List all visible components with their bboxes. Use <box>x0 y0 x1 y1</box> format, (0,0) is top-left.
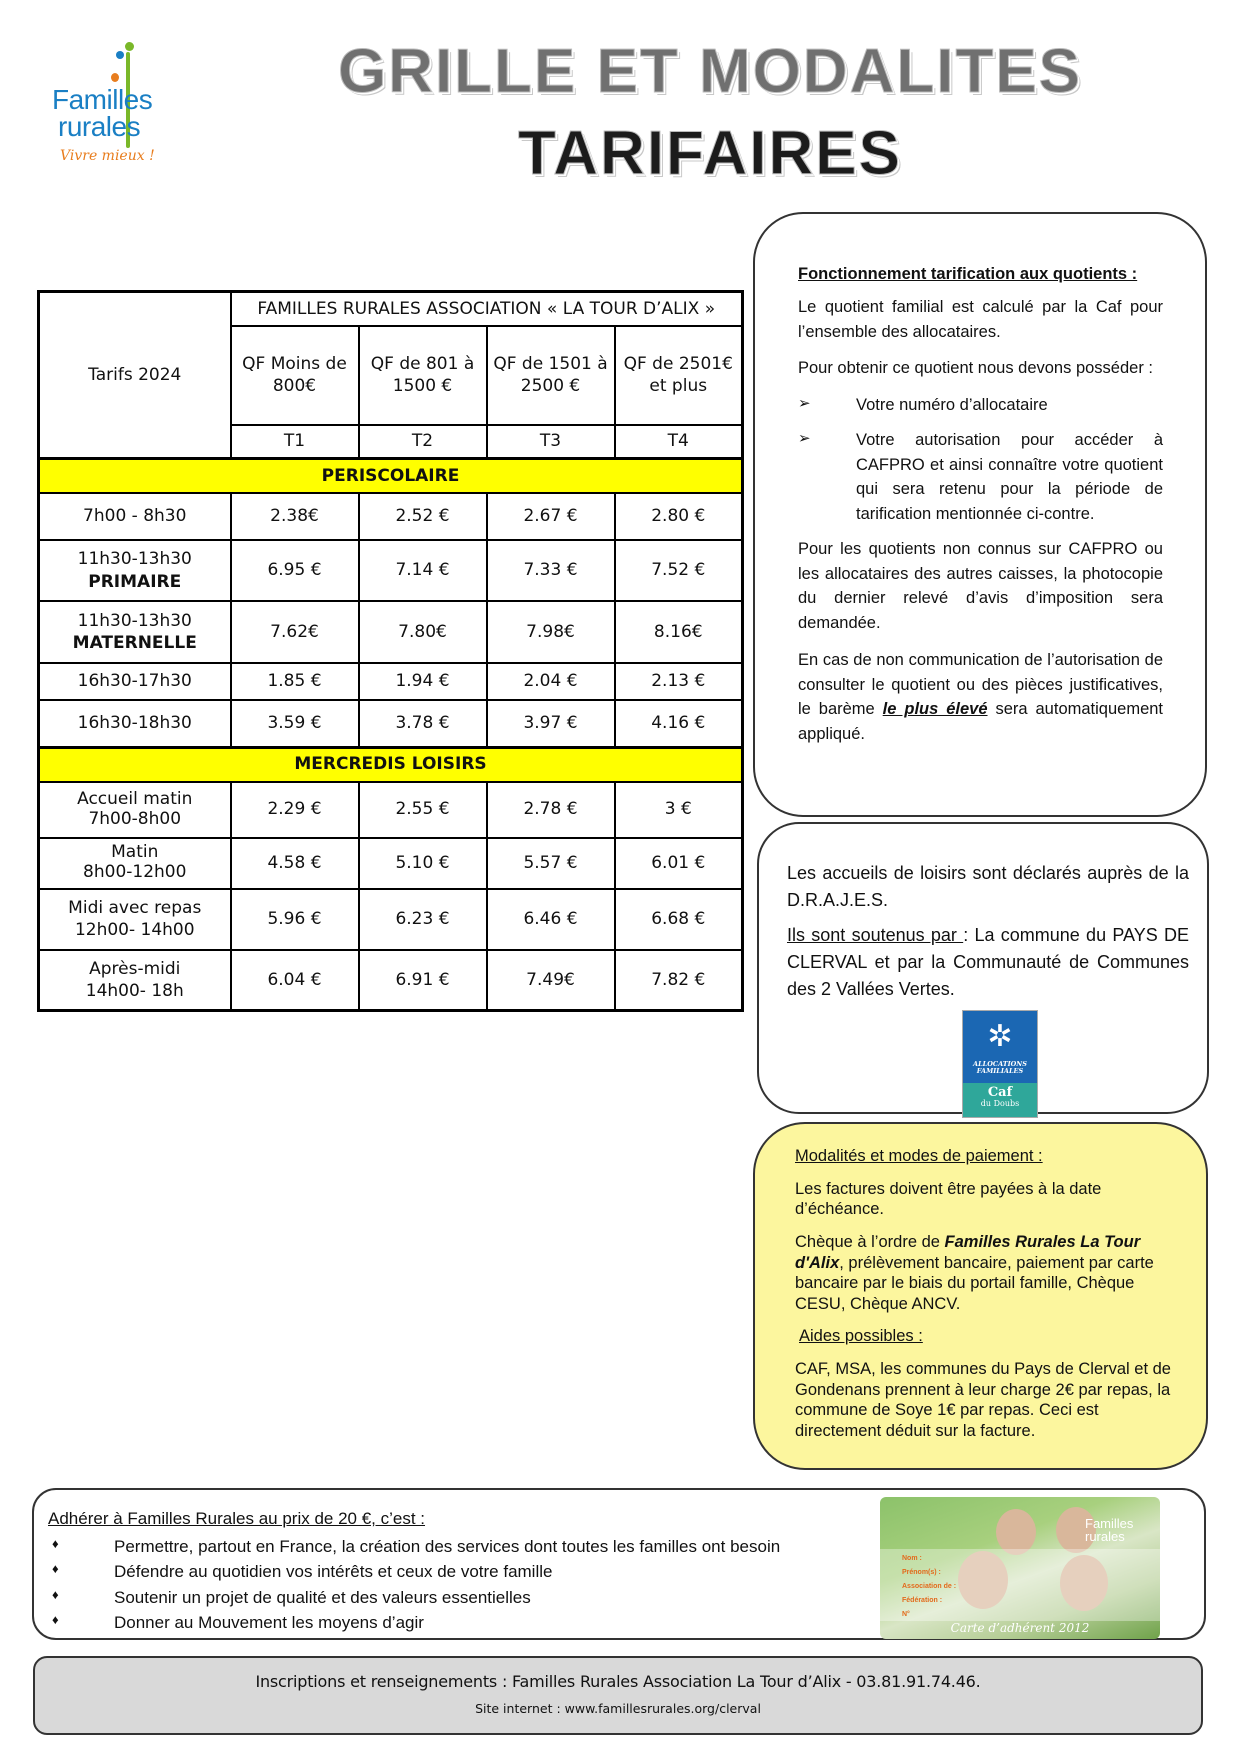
logo-figure-blue-icon <box>116 51 124 59</box>
tier-header-t1: T1 <box>231 425 359 459</box>
price-cell: 2.38€ <box>231 493 359 540</box>
caf-line2: FAMILIALES <box>976 1067 1024 1076</box>
row-label-cell <box>39 540 231 601</box>
price-cell: 4.58 € <box>231 838 359 889</box>
logo-word-familles: Familles <box>52 84 153 115</box>
caf-du-doubs-logo <box>962 1010 1038 1118</box>
drajes-support-label: Ils sont soutenus par <box>787 925 964 945</box>
caf-region: du Doubs <box>980 1099 1020 1109</box>
logo-word-rurales: rurales <box>58 111 141 142</box>
diamond-bullet-icon: ♦ <box>52 1561 59 1576</box>
table-row <box>39 601 743 663</box>
drajes-info-box <box>757 822 1209 1114</box>
logo-figure-green-icon <box>125 42 134 51</box>
page-title-line2: TARIFAIRES <box>518 119 902 188</box>
tier-header-t2: T2 <box>359 425 487 459</box>
table-row <box>39 540 743 601</box>
row-sublabel: PRIMAIRE <box>88 571 182 592</box>
price-cell: 7.49€ <box>487 950 615 1011</box>
quotient-bullet-text: Votre numéro d’allocataire <box>856 396 1048 414</box>
quotient-bullet <box>798 428 1163 527</box>
caf-logo-top <box>963 1011 1037 1083</box>
row-label: Accueil matin <box>77 788 193 809</box>
row-label: Matin <box>111 842 159 863</box>
payment-p2-text-end: , prélèvement bancaire, paiement par carte bancaire par le biais du portail famille, Chèque CESU, Chèque ANCV. <box>795 1253 1154 1313</box>
table-row <box>39 950 743 1011</box>
card-field: Prénom(s) : <box>902 1569 941 1576</box>
quotient-p4-emphasis: le plus élevé <box>882 700 988 719</box>
arrow-bullet-icon: ➢ <box>798 429 811 447</box>
price-cell: 2.67 € <box>487 493 615 540</box>
page-title-line1: GRILLE ET MODALITES <box>337 37 1083 106</box>
price-cell: 6.04 € <box>231 950 359 1011</box>
caf-line1: ALLOCATIONS <box>973 1060 1027 1068</box>
diamond-bullet-icon: ♦ <box>52 1535 59 1551</box>
price-cell: 4.16 € <box>615 700 743 747</box>
membership-item-text: Défendre au quotidien vos intérêts et ceux de votre famille <box>114 1562 553 1581</box>
diamond-bullet-icon: ♦ <box>52 1586 59 1602</box>
price-cell: 7.80€ <box>359 601 487 663</box>
price-cell: 8.16€ <box>615 601 743 663</box>
quotient-paragraph-1: Le quotient familial est calculé par la Caf pour l’ensemble des allocataires. <box>798 297 1163 341</box>
row-sublabel: 14h00- 18h <box>85 980 184 1001</box>
payment-p2-text: Chèque à l’ordre de <box>795 1232 945 1251</box>
row-sublabel: MATERNELLE <box>72 633 197 653</box>
card-field: Association de : <box>902 1583 957 1590</box>
table-row <box>39 493 743 540</box>
price-cell: 1.85 € <box>231 663 359 700</box>
card-caption: Carte d’adhérent 2012 <box>950 1621 1090 1635</box>
card-field: N° <box>902 1611 910 1618</box>
row-label-cell <box>39 889 231 950</box>
payment-paragraph-1: Les factures doivent être payées à la date d’échéance. <box>795 1179 1102 1219</box>
price-cell: 5.57 € <box>487 838 615 889</box>
table-corner-label: Tarifs 2024 <box>39 292 231 459</box>
card-brand: Familles rurales <box>1085 1516 1134 1544</box>
payment-heading: Modalités et modes de paiement : <box>795 1147 1043 1165</box>
membership-card-image <box>880 1497 1160 1639</box>
price-cell: 2.04 € <box>487 663 615 700</box>
row-label: 11h30-13h30 <box>77 610 192 631</box>
row-sublabel: 8h00-12h00 <box>83 862 187 882</box>
footer-contact: Inscriptions et renseignements : Familles Rurales Association La Tour d’Alix - 03.81.91.74.46. <box>255 1672 981 1691</box>
price-cell: 1.94 € <box>359 663 487 700</box>
familles-rurales-logo <box>44 38 174 168</box>
qf-header-t3: QF de 1501 à 2500 € <box>487 326 615 425</box>
card-field: Fédération : <box>902 1597 943 1604</box>
quotient-heading: Fonctionnement tarification aux quotients : <box>798 265 1138 283</box>
logo-figure-orange-icon <box>111 73 119 82</box>
quotient-bullet-text: Votre autorisation pour accéder à CAFPRO et ainsi connaître votre quotient qui sera retenu pour la période de tarification mentionnée ci-contre. <box>856 430 1163 523</box>
price-cell: 2.52 € <box>359 493 487 540</box>
price-cell: 7.14 € <box>359 540 487 601</box>
table-row <box>39 782 743 838</box>
price-cell: 6.01 € <box>615 838 743 889</box>
payment-info-box <box>753 1122 1208 1470</box>
logo-tagline: Vivre mieux ! <box>60 148 155 164</box>
row-label: 11h30-13h30 <box>77 549 192 570</box>
price-cell: 3.59 € <box>231 700 359 747</box>
row-label-cell <box>39 838 231 889</box>
payment-payee: Familles Rurales La Tour d'Alix <box>795 1232 1141 1272</box>
qf-header-t4: QF de 2501€ et plus <box>615 326 743 425</box>
price-cell: 3.78 € <box>359 700 487 747</box>
price-cell: 7.98€ <box>487 601 615 663</box>
row-label-cell <box>39 950 231 1011</box>
table-row <box>39 700 743 747</box>
membership-item-text: Permettre, partout en France, la création des services dont toutes les familles ont besoin <box>114 1536 781 1556</box>
price-cell: 3 € <box>615 782 743 838</box>
price-cell: 2.13 € <box>615 663 743 700</box>
table-row <box>39 838 743 889</box>
payment-paragraph-2 <box>795 1232 1180 1315</box>
price-cell: 5.10 € <box>359 838 487 889</box>
price-cell: 7.33 € <box>487 540 615 601</box>
price-cell: 6.68 € <box>615 889 743 950</box>
membership-heading: Adhérer à Familles Rurales au prix de 20 €, c’est : <box>48 1509 426 1528</box>
tier-header-t3: T3 <box>487 425 615 459</box>
table-row <box>39 663 743 700</box>
quotient-paragraph-3: Pour les quotients non connus sur CAFPRO ou les allocataires des autres caisses, la photocopie du dernier relevé d’avis d’imposition sera demandée. <box>798 539 1163 632</box>
row-sublabel: 7h00-8h00 <box>88 808 182 829</box>
tariff-table <box>37 290 744 1012</box>
price-cell: 6.46 € <box>487 889 615 950</box>
quotient-paragraph-4 <box>798 648 1163 747</box>
qf-header-t1: QF Moins de 800€ <box>231 326 359 425</box>
price-cell: 2.78 € <box>487 782 615 838</box>
drajes-paragraph-1: Les accueils de loisirs sont déclarés auprès de la D.R.A.J.E.S. <box>787 863 1189 910</box>
price-cell: 6.91 € <box>359 950 487 1011</box>
card-field: Nom : <box>902 1555 922 1562</box>
row-label: 16h30-17h30 <box>39 663 231 700</box>
caf-logo-bottom <box>963 1083 1037 1117</box>
price-cell: 2.55 € <box>359 782 487 838</box>
row-label: Après-midi <box>89 958 181 979</box>
price-cell: 5.96 € <box>231 889 359 950</box>
aides-text: CAF, MSA, les communes du Pays de Clerval et de Gondenans prennent à leur charge 2€ par repas, la commune de Soye 1€ par repas. Ceci est directement déduit sur la facture. <box>795 1360 1171 1440</box>
price-cell: 2.29 € <box>231 782 359 838</box>
caf-logo-af <box>963 1061 1037 1075</box>
quotient-paragraph-2: Pour obtenir ce quotient nous devons posséder : <box>798 359 1153 378</box>
aides-heading: Aides possibles : <box>799 1327 923 1346</box>
row-sublabel: 12h00- 14h00 <box>74 920 195 940</box>
section-header-mercredis-loisirs <box>39 747 743 782</box>
diamond-bullet-icon: ♦ <box>52 1612 59 1627</box>
price-cell: 6.95 € <box>231 540 359 601</box>
price-cell: 7.62€ <box>231 601 359 663</box>
drajes-paragraph-2 <box>787 922 1189 1003</box>
section-title: PERISCOLAIRE <box>39 459 743 494</box>
membership-item-text: Donner au Mouvement les moyens d’agir <box>114 1613 424 1632</box>
row-label: 16h30-18h30 <box>39 700 231 747</box>
row-label: Midi avec repas <box>68 897 202 918</box>
caf-name: Caf <box>987 1085 1013 1100</box>
price-cell: 7.82 € <box>615 950 743 1011</box>
quotient-p4-text: En cas de non communication de l’autorisation de consulter le quotient ou des pièces justificatives, le barème <box>798 650 1163 719</box>
membership-item-text: Soutenir un projet de qualité et des valeurs essentielles <box>114 1587 531 1607</box>
qf-header-t2: QF de 801 à 1500 € <box>359 326 487 425</box>
section-title: MERCREDIS LOISIRS <box>39 747 743 782</box>
row-label-cell <box>39 601 231 663</box>
tier-header-t4: T4 <box>615 425 743 459</box>
drajes-support-text: : La commune du PAYS DE CLERVAL et par la Communauté de Communes des 2 Vallées Vertes. <box>787 925 1189 999</box>
price-cell: 7.52 € <box>615 540 743 601</box>
section-header-periscolaire <box>39 459 743 494</box>
association-header: FAMILLES RURALES ASSOCIATION « LA TOUR D’ALIX » <box>231 292 743 326</box>
price-cell: 3.97 € <box>487 700 615 747</box>
footer-contact-box <box>33 1656 1203 1735</box>
quotient-bullet <box>798 393 1163 418</box>
price-cell: 6.23 € <box>359 889 487 950</box>
arrow-bullet-icon: ➢ <box>798 395 811 412</box>
price-cell: 2.80 € <box>615 493 743 540</box>
row-label-cell <box>39 782 231 838</box>
quotient-p4-text-end: sera automatiquement appliqué. <box>798 700 1164 743</box>
quotient-info-box <box>753 212 1207 817</box>
row-label: 7h00 - 8h30 <box>39 493 231 540</box>
table-row <box>39 889 743 950</box>
footer-website[interactable]: Site internet : www.famillesrurales.org/clerval <box>475 1701 761 1716</box>
caf-people-icon: ✲ <box>987 1020 1013 1053</box>
